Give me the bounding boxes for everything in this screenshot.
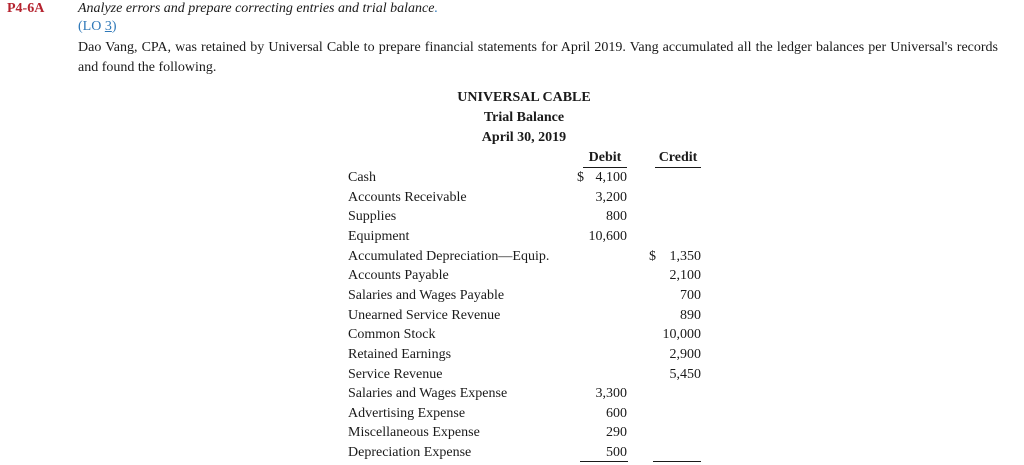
debit-value: 10,600: [588, 228, 627, 244]
table-row: [348, 308, 708, 328]
lo-prefix: (LO: [78, 19, 105, 34]
debit-value: 3,300: [595, 386, 627, 402]
credit-value: 1,350: [669, 248, 701, 264]
table-row: [348, 406, 708, 426]
trial-balance-company: UNIVERSAL CABLE: [457, 90, 591, 105]
account-name: Accounts Payable: [348, 268, 449, 284]
debit-column-header: Debit: [583, 150, 627, 168]
account-name: Cash: [348, 170, 376, 185]
table-row: [348, 288, 708, 308]
trial-balance-date: April 30, 2019: [481, 130, 567, 145]
account-name: Equipment: [348, 228, 410, 244]
lo-number[interactable]: 3: [104, 19, 112, 34]
credit-value: 890: [680, 307, 701, 323]
account-name: Depreciation Expense: [348, 445, 472, 461]
table-row: [348, 170, 708, 190]
debit-value: 500: [606, 445, 627, 461]
credit-cell: [649, 268, 701, 284]
problem-title-text: Analyze errors and prepare correcting entries and trial balance: [78, 1, 435, 16]
problem-title-period: .: [434, 1, 438, 16]
credit-value: 700: [680, 287, 701, 303]
debit-value: 800: [606, 209, 627, 225]
account-name: Retained Earnings: [348, 346, 452, 362]
debit-value: 600: [606, 405, 627, 421]
account-name: Salaries and Wages Expense: [348, 386, 508, 402]
debit-cell: [577, 170, 627, 186]
debit-cell: [577, 406, 627, 422]
debit-value: 290: [606, 425, 627, 441]
debit-cell: [577, 229, 627, 245]
credit-cell: [649, 327, 701, 343]
table-row: [348, 327, 708, 347]
table-row: [348, 209, 708, 229]
credit-value: 2,100: [669, 268, 701, 284]
account-name: Common Stock: [348, 327, 436, 343]
table-row: [348, 386, 708, 406]
credit-cell: [649, 347, 701, 363]
account-name: Accounts Receivable: [348, 189, 467, 205]
table-row: [348, 268, 708, 288]
account-name: Service Revenue: [348, 366, 443, 382]
debit-value: 4,100: [595, 170, 627, 185]
account-name: Salaries and Wages Payable: [348, 287, 505, 303]
table-row: [348, 425, 708, 445]
credit-total-rule: [653, 461, 701, 462]
learning-objective-link[interactable]: [78, 19, 117, 35]
credit-cell: [649, 288, 701, 304]
dollar-sign: $: [577, 170, 584, 185]
table-row: [348, 249, 708, 269]
dollar-sign: $: [649, 248, 656, 264]
debit-value: 3,200: [595, 189, 627, 205]
credit-cell: [649, 367, 701, 383]
debit-cell: [577, 190, 627, 206]
account-name: Unearned Service Revenue: [348, 307, 501, 323]
table-row: [348, 367, 708, 387]
debit-cell: [577, 209, 627, 225]
debit-cell: [577, 445, 627, 461]
account-name: Miscellaneous Expense: [348, 425, 480, 441]
credit-cell: [649, 249, 701, 265]
problem-title: [78, 1, 438, 17]
debit-total-rule: [580, 461, 628, 462]
account-name: Supplies: [348, 209, 397, 225]
credit-cell: [649, 308, 701, 324]
credit-value: 5,450: [669, 366, 701, 382]
lo-suffix: ): [111, 19, 117, 34]
trial-balance-statement: Trial Balance: [483, 110, 565, 125]
credit-value: 10,000: [662, 327, 701, 343]
credit-value: 2,900: [669, 346, 701, 362]
debit-cell: [577, 425, 627, 441]
account-name: Advertising Expense: [348, 405, 466, 421]
table-row: [348, 229, 708, 249]
credit-column-header: Credit: [655, 150, 701, 168]
table-row: [348, 190, 708, 210]
problem-intro: Dao Vang, CPA, was retained by Universal Cable to prepare financial statements for April 2019. Vang accumulated all the ledger balances per Universal's records and found the following.: [78, 40, 998, 75]
debit-cell: [577, 386, 627, 402]
account-name: Accumulated Depreciation—Equip.: [348, 248, 550, 264]
problem-id: P4-6A: [7, 1, 45, 16]
table-row: [348, 347, 708, 367]
